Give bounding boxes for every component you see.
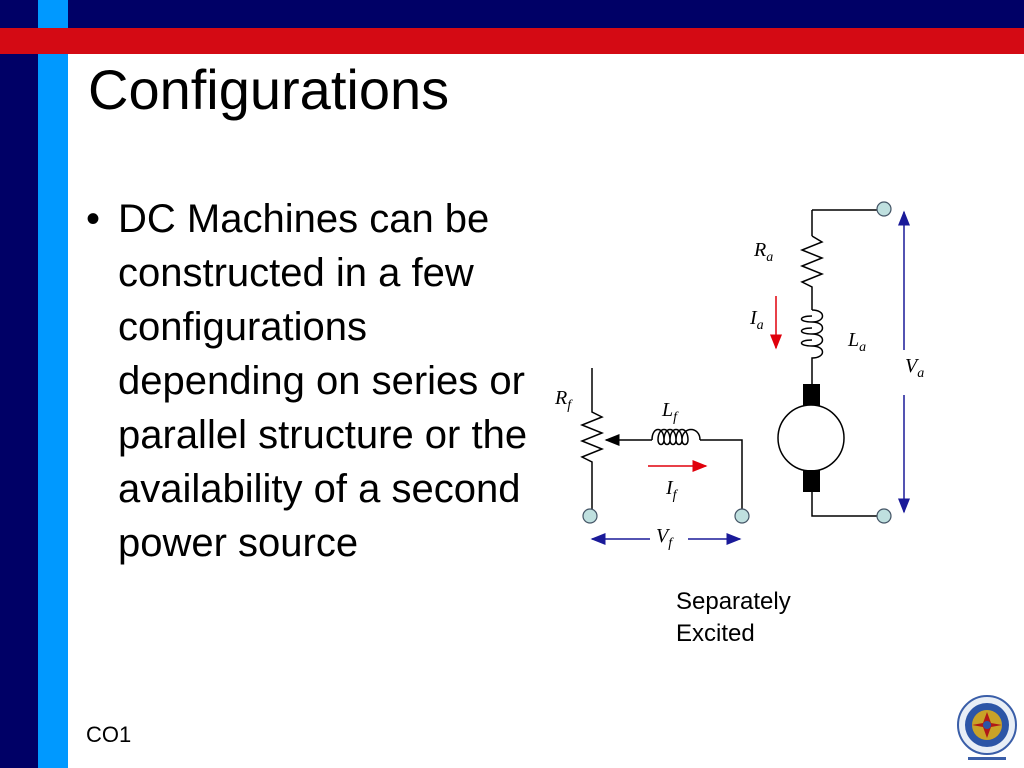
label-ia: $I_a$ — [750, 307, 764, 333]
label-ra: $R_a$ — [754, 239, 774, 265]
armature-terminal-bottom — [877, 509, 891, 523]
header-red-band — [0, 28, 1024, 54]
bullet-text: DC Machines can be constructed in a few configurations depending on series or parallel structure or the availability of a second power source — [118, 197, 528, 565]
header-navy-band — [68, 0, 1024, 28]
caption-line1: Separately — [676, 588, 791, 615]
brush-bottom — [803, 470, 820, 492]
field-rheostat — [582, 368, 602, 510]
armature-top-wire — [812, 210, 878, 236]
armature-bottom-wire — [812, 492, 878, 516]
field-inductor — [652, 430, 700, 445]
separately-excited-circuit — [540, 190, 960, 560]
armature-terminal-top — [877, 202, 891, 216]
caption-line2: Excited — [676, 620, 755, 647]
field-terminal-left — [583, 509, 597, 523]
label-rf: $R_f$ — [555, 387, 572, 413]
label-va: $V_a$ — [905, 355, 925, 381]
left-blue-stripe-mid — [38, 54, 68, 768]
label-vf: $V_f$ — [656, 525, 673, 551]
field-right-wire — [700, 440, 742, 510]
field-circuit — [582, 368, 742, 510]
brush-top — [803, 384, 820, 406]
dc-machine-armature — [778, 405, 844, 471]
label-if: $I_f$ — [666, 477, 677, 503]
label-lf: $L_f$ — [662, 399, 678, 425]
slide-title: Configurations — [88, 58, 450, 121]
armature-resistor — [802, 236, 822, 310]
label-la: $L_a$ — [848, 329, 867, 355]
footer-code: CO1 — [86, 722, 132, 747]
left-blue-stripe-top — [38, 0, 68, 28]
university-seal-icon — [954, 694, 1020, 764]
left-navy-bar — [0, 0, 38, 768]
diagram-caption — [676, 586, 791, 650]
armature-inductor — [802, 310, 823, 384]
bullet-marker: • — [86, 197, 101, 241]
field-terminal-right — [735, 509, 749, 523]
